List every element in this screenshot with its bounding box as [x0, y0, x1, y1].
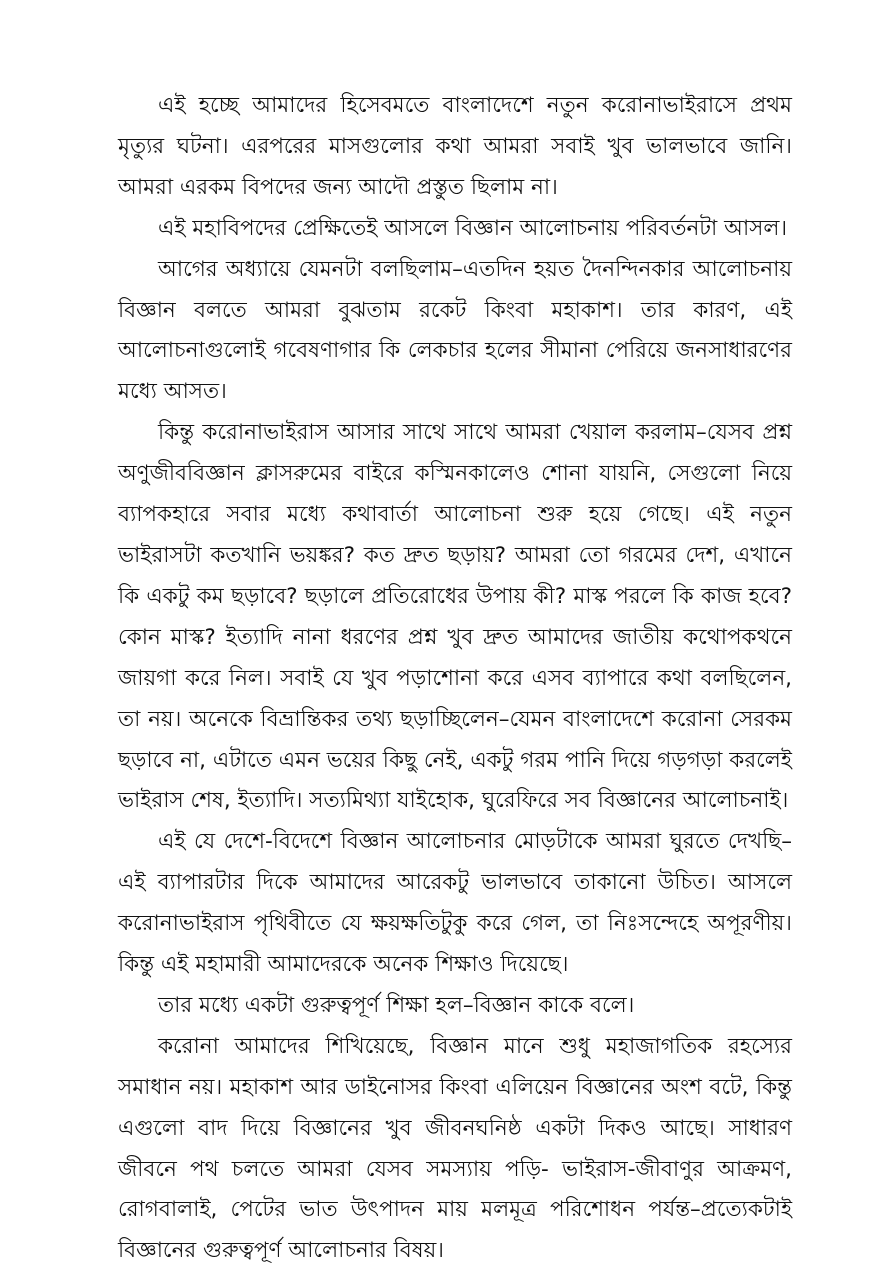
paragraph-4: কিন্তু করোনাভাইরাস আসার সাথে সাথে আমরা খেয়াল করলাম–যেসব প্রশ্ন অণুজীববিজ্ঞান ক্লাসরুমের বাইরে কস্মিনকালেও শোনা যায়নি, সেগুলো নিয়ে ব্যাপকহারে সবার মধ্যে কথাবার্তা আলোচনা শুরু হয়ে গেছে। এই নতুন ভাইরাসটা কতখানি ভয়ঙ্কর? কত দ্রুত ছড়ায়? আমরা তো গরমের দেশ, এখানে কি একটু কম ছড়াবে? ছড়ালে প্রতিরোধের উপায় কী? মাস্ক পরলে কি কাজ হবে? কোন মাস্ক? ইত্যাদি নানা ধরণের প্রশ্ন খুব দ্রুত আমাদের জাতীয় কথোপকথনে জায়গা করে নিল। সবাই যে খুব পড়াশোনা করে এসব ব্যাপারে কথা বলছিলেন, তা নয়। অনেকে বিভ্রান্তিকর তথ্য ছড়াচ্ছিলেন–যেমন বাংলাদেশে করোনা সেরকম ছড়াবে না, এটাতে এমন ভয়ের কিছু নেই, একটু গরম পানি দিয়ে গড়গড়া করলেই ভাইরাস শেষ, ইত্যাদি। সত্যমিথ্যা যাইহোক, ঘুরেফিরে সব বিজ্ঞানের আলোচনাই।	[118, 420, 792, 814]
paragraph-2: এই মহাবিপদের প্রেক্ষিতেই আসলে বিজ্ঞান আলোচনায় পরিবর্তনটা আসল।	[158, 215, 788, 241]
paragraph-6: তার মধ্যে একটা গুরুত্বপূর্ণ শিক্ষা হল–বিজ্ঞান কাকে বলে।	[158, 992, 635, 1018]
paragraph-5: এই যে দেশে-বিদেশে বিজ্ঞান আলোচনার মোড়টাকে আমরা ঘুরতে দেখছি– এই ব্যাপারটার দিকে আমাদের আরেকটু ভালভাবে তাকানো উচিত। আসলে করোনাভাইরাস পৃথিবীতে যে ক্ষয়ক্ষতিটুকু করে গেল, তা নিঃসন্দেহে অপূরণীয়। কিন্তু এই মহামারী আমাদেরকে অনেক শিক্ষাও দিয়েছে।	[118, 829, 792, 978]
book-page	[118, 86, 792, 1272]
paragraph-3: আগের অধ্যায়ে যেমনটা বলছিলাম–এতদিন হয়ত দৈনন্দিনকার আলোচনায় বিজ্ঞান বলতে আমরা বুঝতাম রকেট কিংবা মহাকাশ। তার কারণ, এই আলোচনাগুলোই গবেষণাগার কি লেকচার হলের সীমানা পেরিয়ে জনসাধারণের মধ্যে আসত।	[118, 256, 792, 405]
paragraph-7: করোনা আমাদের শিখিয়েছে, বিজ্ঞান মানে শুধু মহাজাগতিক রহস্যের সমাধান নয়। মহাকাশ আর ডাইনোসর কিংবা এলিয়েন বিজ্ঞানের অংশ বটে, কিন্তু এগুলো বাদ দিয়ে বিজ্ঞানের খুব জীবনঘনিষ্ঠ একটা দিকও আছে। সাধারণ জীবনে পথ চলতে আমরা যেসব সমস্যায় পড়ি- ভাইরাস-জীবাণুর আক্রমণ, রোগবালাই, পেটের ভাত উৎপাদন মায় মলমূত্র পরিশোধন পর্যন্ত–প্রত্যেকটাই বিজ্ঞানের গুরুত্বপূর্ণ আলোচনার বিষয়।	[118, 1033, 792, 1264]
paragraph-1: এই হচ্ছে আমাদের হিসেবমতে বাংলাদেশে নতুন করোনাভাইরাসে প্রথম মৃত্যুর ঘটনা। এরপরের মাসগুলোর কথা আমরা সবাই খুব ভালভাবে জানি। আমরা এরকম বিপদের জন্য আদৌ প্রস্তুত ছিলাম না।	[118, 93, 792, 200]
